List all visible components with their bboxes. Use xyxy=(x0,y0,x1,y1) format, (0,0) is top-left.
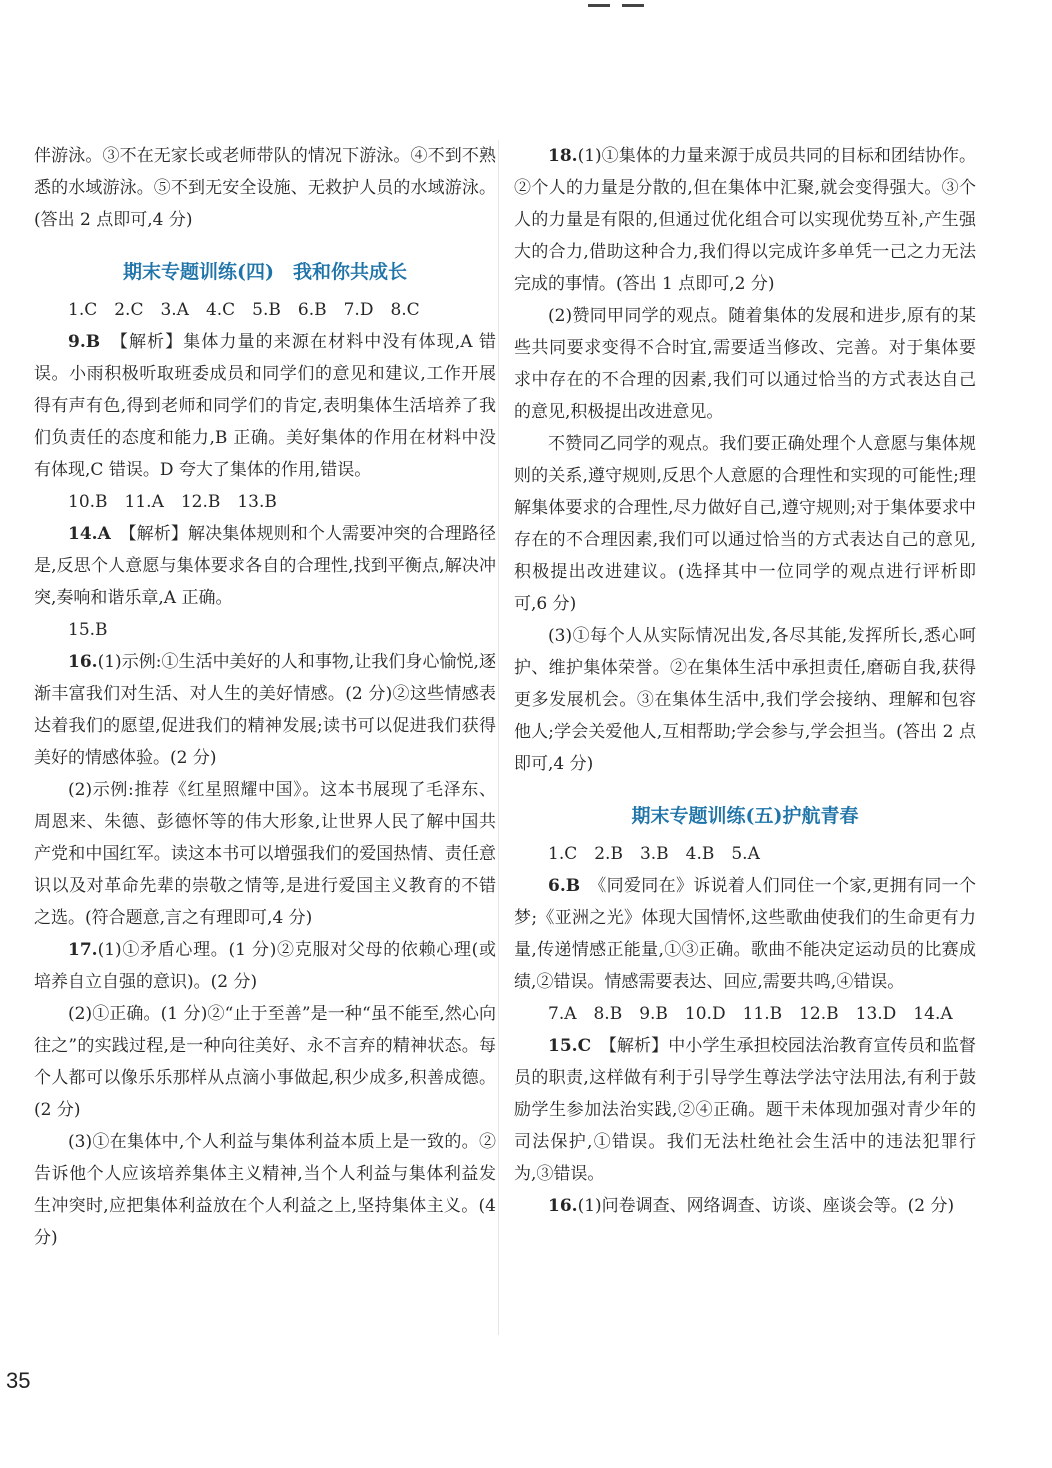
answer-line: 7.A 8.B 9.B 10.D 11.B 12.B 13.D 14.A xyxy=(548,1004,953,1024)
question-text: (1)①矛盾心理。(1 分)②克服对父母的依赖心理(或培养自立自强的意识)。(2 分) xyxy=(34,940,496,992)
question-17-part-2: (2)①正确。(1 分)②“止于至善”是一种“虽不能至,然心向往之”的实践过程,是一种向往美好、永不言弃的精神状态。每个人都可以像乐乐那样从点滴小事做起,积少成多,积善成德。(2 分) xyxy=(34,1004,496,1120)
answer-line: 1.C 2.B 3.B 4.B 5.A xyxy=(548,844,760,864)
question-6 xyxy=(514,870,976,998)
question-text: (1)示例:①生活中美好的人和事物,让我们身心愉悦,逐渐丰富我们对生活、对人生的美好情感。(2 分)②这些情感表达着我们的愿望,促进我们的精神发展;读书可以促进我们获得美好的情感体验。(2 分) xyxy=(34,652,496,768)
question-text: 【解析】中小学生承担校园法治教育宣传员和监督员的职责,这样做有利于引导学生尊法学法守法用法,有利于鼓励学生参加法治实践,②④正确。题干未体现加强对青少年的司法保护,①错误。我们无法杜绝社会生活中的违法犯罪行为,③错误。 xyxy=(514,1036,977,1184)
question-16-part-2: (2)示例:推荐《红星照耀中国》。这本书展现了毛泽东、周恩来、朱德、彭德怀等的伟大形象,让世界人民了解中国共产党和中国红军。读这本书可以增强我们的爱国热情、责任意识以及对革命先辈的崇敬之情等,是进行爱国主义教育的不错之选。(符合题意,言之有理即可,4 分) xyxy=(34,780,496,928)
question-16 xyxy=(514,1190,976,1222)
question-16-part-1 xyxy=(34,646,496,774)
question-text: (1)问卷调查、网络调查、访谈、座谈会等。(2 分) xyxy=(577,1196,955,1216)
answer-line: 10.B 11.A 12.B 13.B xyxy=(68,492,277,512)
question-number: 16. xyxy=(548,1196,578,1216)
answer-paragraph: 伴游泳。③不在无家长或老师带队的情况下游泳。④不到不熟悉的水域游泳。⑤不到无安全设施、无救护人员的水域游泳。(答出 2 点即可,4 分) xyxy=(34,146,496,230)
question-number: 15.C xyxy=(548,1036,592,1056)
right-column xyxy=(514,140,976,1222)
question-17-part-3: (3)①在集体中,个人利益与集体利益本质上是一致的。②告诉他个人应该培养集体主义精神,当个人利益与集体利益发生冲突时,应把集体利益放在个人利益之上,坚持集体主义。(4 分) xyxy=(34,1132,496,1248)
question-text: 【解析】解决集体规则和个人需要冲突的合理路径是,反思个人意愿与集体要求各自的合理性,找到平衡点,解决冲突,奏响和谐乐章,A 正确。 xyxy=(34,524,497,608)
question-15 xyxy=(514,1030,976,1190)
question-18-part-3: (3)①每个人从实际情况出发,各尽其能,发挥所长,悉心呵护、维护集体荣誉。②在集体生活中承担责任,磨砺自我,获得更多发展机会。③在集体生活中,我们学会接纳、理解和包容他人;学会关爱他人,互相帮助;学会参与,学会担当。(答出 2 点即可,4 分) xyxy=(514,626,976,774)
question-number: 6.B xyxy=(548,876,581,896)
question-number: 17. xyxy=(68,940,98,960)
page-number: 35 xyxy=(6,1368,31,1393)
top-crop-mark xyxy=(588,4,648,8)
question-18-part-1 xyxy=(514,140,976,300)
question-text: (1)①集体的力量来源于成员共同的目标和团结协作。②个人的力量是分散的,但在集体中汇聚,就会变得强大。③个人的力量是有限的,但通过优化组合可以实现优势互补,产生强大的合力,借助这种合力,我们得以完成许多单凭一己之力无法完成的事情。(答出 1 点即可,2 分) xyxy=(514,146,976,294)
question-14 xyxy=(34,518,496,614)
question-9 xyxy=(34,326,496,486)
question-text: 【解析】集体力量的来源在材料中没有体现,A 错误。小雨积极听取班委成员和同学们的意见和建议,工作开展得有声有色,得到老师和同学们的肯定,表明集体生活培养了我们负责任的态度和能力,B 正确。美好集体的作用在材料中没有体现,C 错误。D 夸大了集体的作用,错误。 xyxy=(34,332,497,480)
section-heading-4: 期末专题训练(四) 我和你共成长 xyxy=(123,261,407,283)
answer-line: 1.C 2.C 3.A 4.C 5.B 6.B 7.D 8.C xyxy=(68,300,420,320)
question-text: 《同爱同在》诉说着人们同住一个家,更拥有同一个梦;《亚洲之光》体现大国情怀,这些歌曲使我们的生命更有力量,传递情感正能量,①③正确。歌曲不能决定运动员的比赛成绩,②错误。情感需要表达、回应,需要共鸣,④错误。 xyxy=(514,876,977,992)
question-18-part-2b: 不赞同乙同学的观点。我们要正确处理个人意愿与集体规则的关系,遵守规则,反思个人意愿的合理性和实现的可能性;理解集体要求的合理性,尽力做好自己,遵守规则;对于集体要求中存在的不合理因素,我们可以通过恰当的方式表达自己的意见,积极提出改进建议。(选择其中一位同学的观点进行评析即可,6 分) xyxy=(514,434,976,614)
column-divider xyxy=(498,140,499,1335)
question-number: 9.B xyxy=(68,332,101,352)
question-number: 18. xyxy=(548,146,578,166)
question-17-part-1 xyxy=(34,934,496,998)
section-heading-5: 期末专题训练(五)护航青春 xyxy=(631,805,859,827)
question-number: 16. xyxy=(68,652,98,672)
left-column xyxy=(34,140,496,1254)
question-18-part-2: (2)赞同甲同学的观点。随着集体的发展和进步,原有的某些共同要求变得不合时宜,需要适当修改、完善。对于集体要求中存在的不合理的因素,我们可以通过恰当的方式表达自己的意见,积极提出改进意见。 xyxy=(514,306,976,422)
question-number: 14.A xyxy=(68,524,111,544)
answer-line: 15.B xyxy=(68,620,108,640)
